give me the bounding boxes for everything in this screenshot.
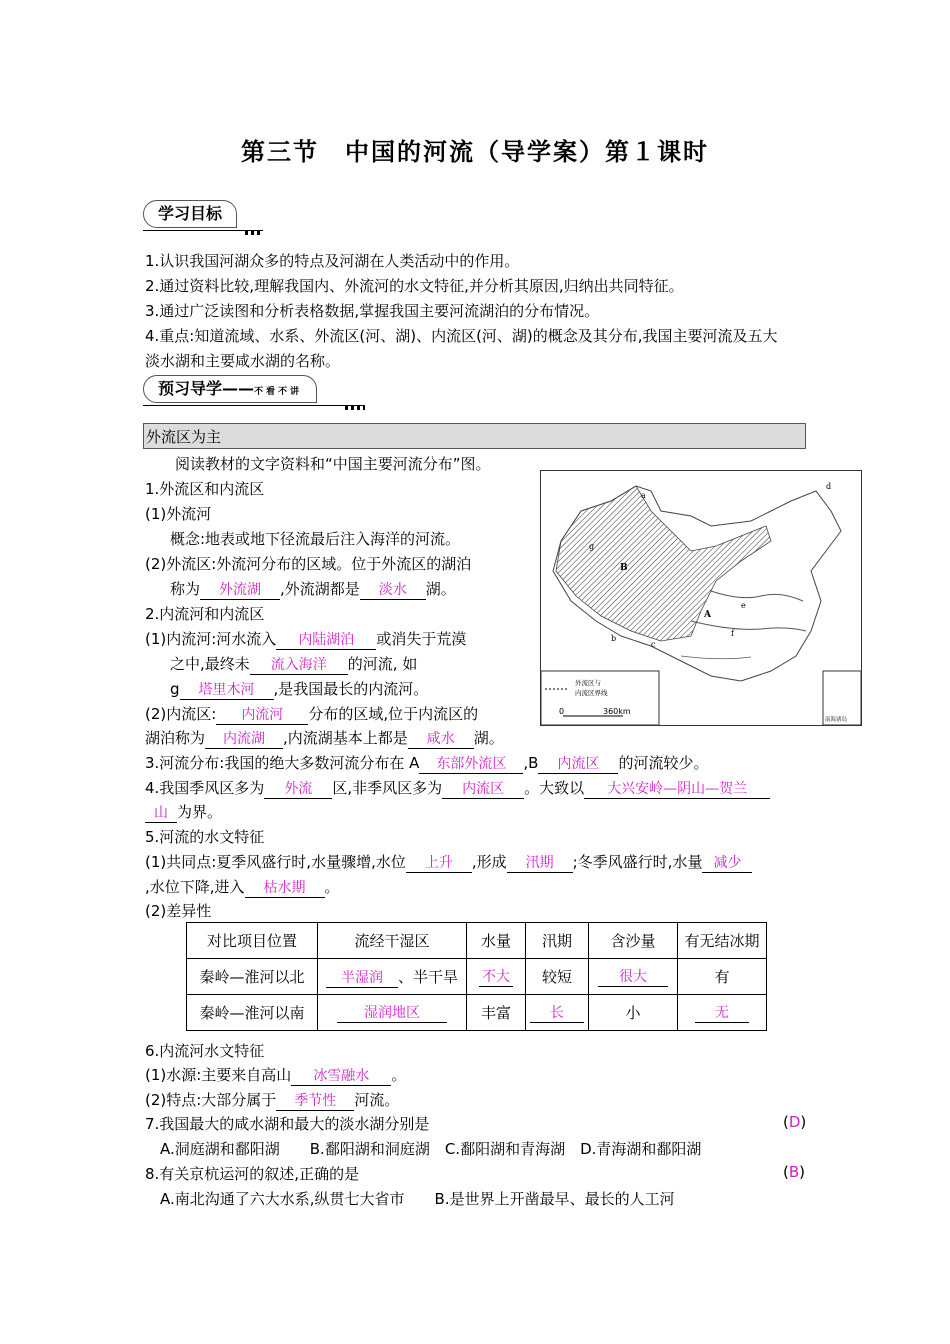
q5-1: (1)共同点:夏季风盛行时,水量骤增,水位 上升 ,形成 汛期 ;冬季风盛行时,水量 减少: [145, 851, 752, 873]
q3: 3.河流分布:我国的绝大多数河流分布在 A 东部外流区 ,B 内流区 的河流较少。: [145, 754, 709, 772]
china-rivers-map: [540, 470, 862, 726]
table-row: 秦岭—淮河以北 半湿润 、半干旱 不大 较短 很大 有: [187, 959, 767, 995]
map-figure: [541, 471, 861, 725]
q7: 7.我国最大的咸水湖和最大的淡水湖分别是: [145, 1115, 430, 1133]
q2-3: g 塔里木河 ,是我国最长的内流河。: [170, 680, 429, 698]
comparison-table: [186, 922, 767, 1031]
q2-1: (1)内流河:河水流入 内陆湖泊 或消失于荒漠: [145, 630, 467, 648]
q1-1: (1)外流河: [145, 505, 212, 523]
table-row: 秦岭—淮河以南 湿润地区 丰富 长 小 无: [187, 995, 767, 1031]
map-label-a: a: [641, 491, 646, 500]
map-inset-label: 南海诸岛: [825, 717, 848, 723]
q4: 4.我国季风区多为 外流 区,非季风区多为 内流区 。大致以 大兴安岭—阴山—贺兰: [145, 777, 770, 799]
goal-4: 4.重点:知道流域、水系、外流区(河、湖)、内流区(河、湖)的概念及其分布,我国主要河流及五大: [145, 327, 778, 345]
map-scale-0: 0: [559, 707, 565, 716]
q6: 6.内流河水文特征: [145, 1042, 265, 1060]
page-title: 第三节 中国的河流（导学案）第１课时: [241, 137, 709, 166]
q5: 5.河流的水文特征: [145, 828, 265, 846]
q4-cont: 山 为界。: [145, 801, 222, 823]
q6-2: (2)特点:大部分属于 季节性 河流。: [145, 1091, 400, 1109]
map-legend-2: 内流区界线: [575, 689, 608, 697]
preview-badge: 预习导学——不看不讲: [143, 375, 365, 406]
section-header: 外流区为主: [143, 423, 806, 449]
intro: 阅读教材的文字资料和“中国主要河流分布”图。: [175, 455, 491, 473]
goal-4-cont: 淡水湖和主要咸水湖的名称。: [145, 352, 341, 370]
q5-2: (2)差异性: [145, 902, 212, 920]
q7-answer: (D): [783, 1113, 807, 1131]
q2-5: 湖泊称为 内流湖 ,内流湖基本上都是 咸水 湖。: [145, 729, 504, 747]
map-label-b: b: [611, 634, 617, 643]
map-label-d: d: [826, 482, 832, 491]
q1-1-def: 概念:地表或地下径流最后注入海洋的河流。: [170, 530, 461, 548]
q1: 1.外流区和内流区: [145, 480, 265, 498]
map-label-f: f: [731, 629, 734, 638]
q2-2: 之中,最终未 流入海洋 的河流, 如: [170, 655, 418, 673]
q8: 8.有关京杭运河的叙述,正确的是: [145, 1165, 360, 1183]
goal-2: 2.通过资料比较,理解我国内、外流河的水文特征,并分析其原因,归纳出共同特征。: [145, 277, 684, 295]
q8-answer: (B): [783, 1163, 806, 1181]
q8-options: A.南北沟通了六大水系,纵贯七大省市 B.是世界上开凿最早、最长的人工河: [160, 1190, 675, 1208]
goal-3: 3.通过广泛读图和分析表格数据,掌握我国主要河流湖泊的分布情况。: [145, 302, 600, 320]
q5-1b: ,水位下降,进入 枯水期 。: [145, 878, 340, 896]
q7-options: A.洞庭湖和鄱阳湖 B.鄱阳湖和洞庭湖 C.鄱阳湖和青海湖 D.青海湖和鄱阳湖: [160, 1140, 702, 1158]
q1-2b: 称为 外流湖 ,外流湖都是 淡水 湖。: [170, 580, 456, 598]
map-label-g: g: [589, 542, 595, 551]
goals-badge: 学习目标: [143, 200, 263, 231]
q1-2a: (2)外流区:外流河分布的区域。位于外流区的湖泊: [145, 555, 472, 573]
q2-4: (2)内流区: 内流河 分布的区域,位于内流区的: [145, 705, 479, 723]
q6-1: (1)水源:主要来自高山 冰雪融水 。: [145, 1066, 407, 1084]
q2: 2.内流河和内流区: [145, 605, 265, 623]
map-scale-1: 360km: [603, 707, 631, 716]
map-legend-1: 外流区与: [575, 679, 601, 687]
map-label-A: A: [704, 610, 711, 620]
table-header-row: 对比项目位置 流经干湿区 水量 汛期 含沙量 有无结冰期: [187, 923, 767, 959]
map-label-B: B: [620, 563, 628, 573]
map-label-e: e: [741, 601, 746, 610]
goal-1: 1.认识我国河湖众多的特点及河湖在人类活动中的作用。: [145, 252, 520, 270]
map-label-c: c: [651, 640, 656, 649]
